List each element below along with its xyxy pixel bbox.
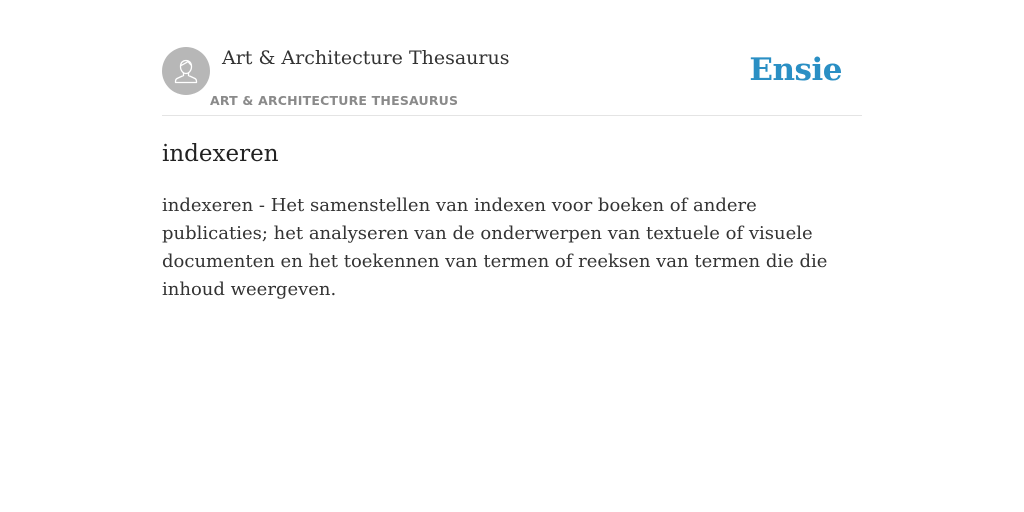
author-name[interactable]: Art & Architecture Thesaurus <box>222 47 510 69</box>
brand-logo[interactable]: Ensie <box>749 52 842 88</box>
header <box>162 0 862 116</box>
page-title: indexeren <box>162 141 279 167</box>
definition-text: indexeren - Het samenstellen van indexen voor boeken of andere publicaties; het analyseren van de onderwerpen van textuele of visuele documenten en het toekennen van termen of reeksen van termen die die inhoud weergeven. <box>162 195 828 300</box>
avatar[interactable] <box>162 47 210 95</box>
author-subtitle: ART & ARCHITECTURE THESAURUS <box>210 93 459 108</box>
page-container <box>162 0 862 300</box>
user-silhouette-icon <box>171 56 201 86</box>
